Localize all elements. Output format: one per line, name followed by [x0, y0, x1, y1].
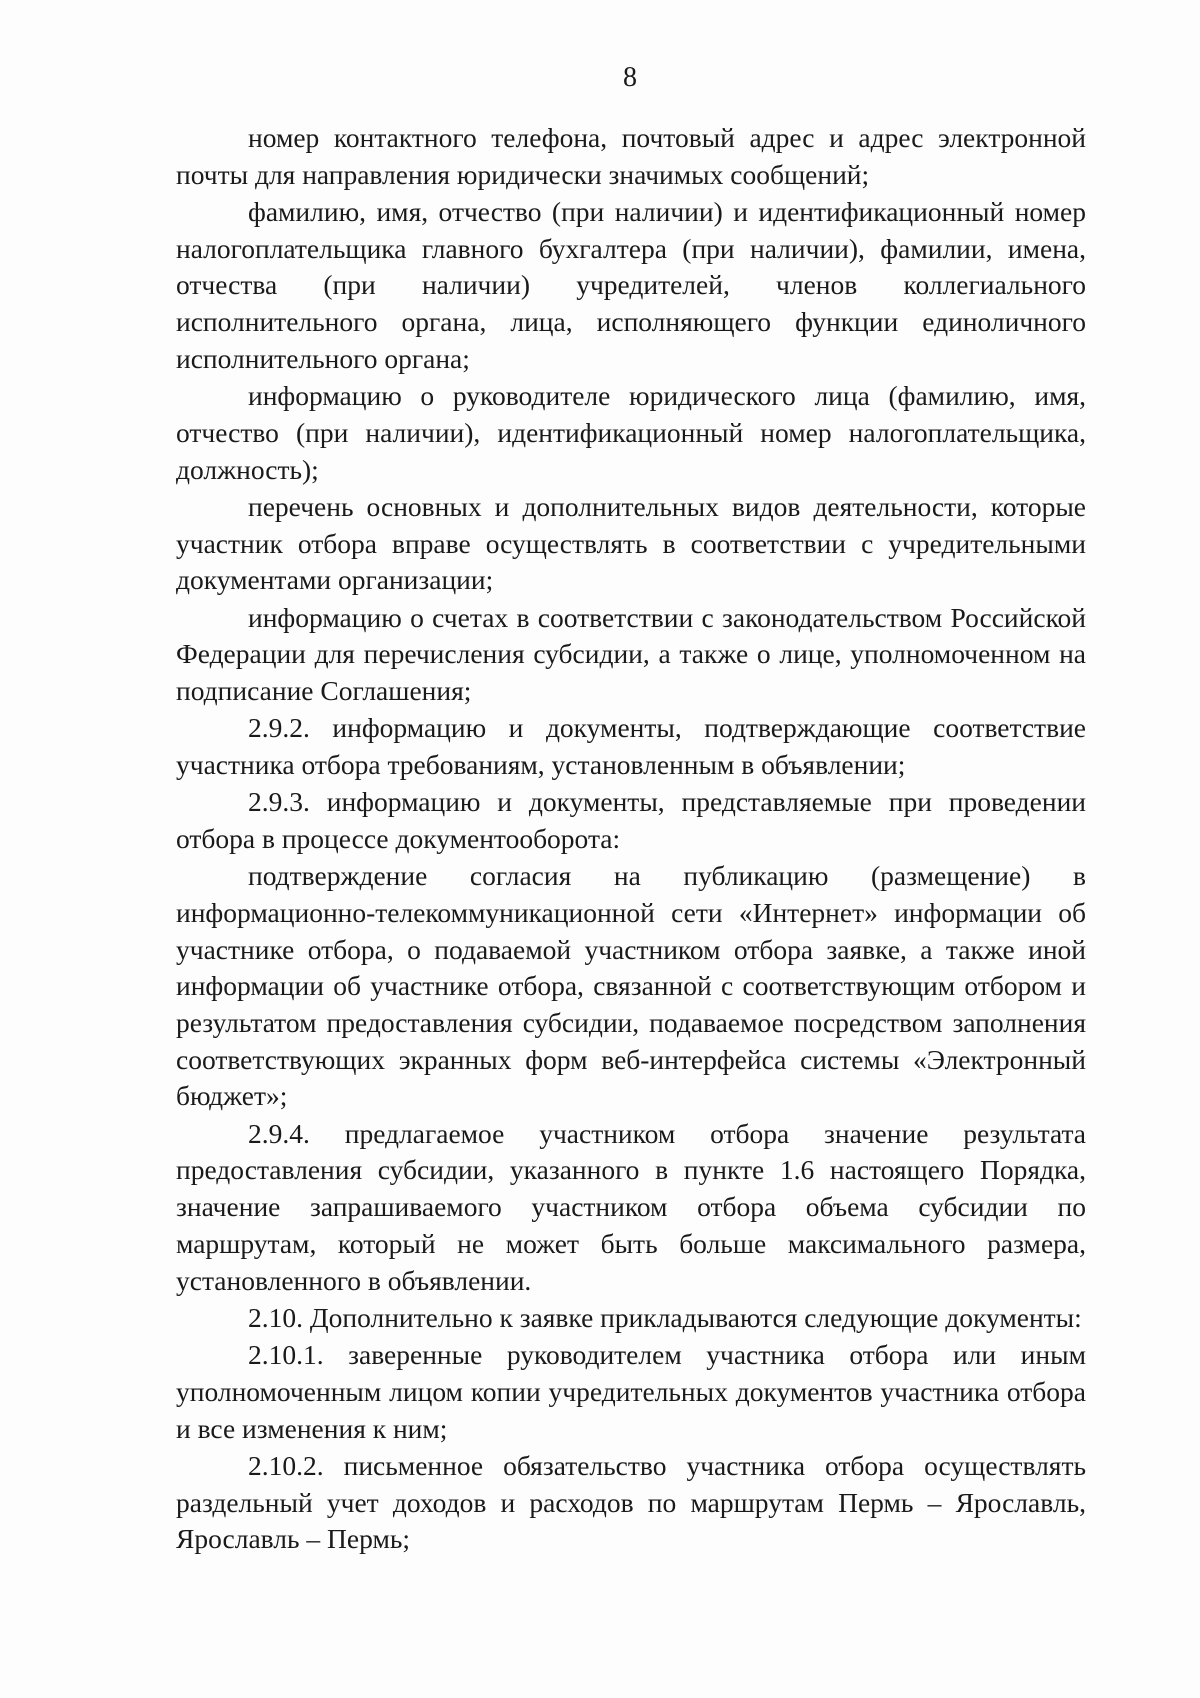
document-body — [176, 120, 1086, 1559]
paragraph-accounts: информацию о счетах в соответствии с законодательством Российской Федерации для перечисления субсидии, а также о лице, уполномоченном на подписание Соглашения; — [176, 601, 1086, 706]
paragraph-2-10-2: 2.10.2. письменное обязательство участника отбора осуществлять раздельный учет доходов и расходов по маршрутам Пермь – Ярославль, Ярославль – Пермь; — [176, 1449, 1086, 1555]
paragraph-publication-consent: подтверждение согласия на публикацию (размещение) в информационно-телекоммуникационной сети «Интернет» информации об участнике отбора, о подаваемой участником отбора заявке, а также иной информации об участнике отбора, связанной с соответствующим отбором и результатом предоставления субсидии, подаваемое посредством заполнения соответствующих экранных форм веб-интерфейса системы «Электронный бюджет»; — [176, 860, 1086, 1112]
paragraph-2-10: 2.10. Дополнительно к заявке прикладываются следующие документы: — [248, 1301, 1082, 1333]
paragraph-2-9-4: 2.9.4. предлагаемое участником отбора значение результата предоставления субсидии, указанного в пункте 1.6 настоящего Порядка, значение запрашиваемого участником отбора объема субсидии по маршрутам, который не может быть больше максимального размера, установленного в объявлении. — [176, 1117, 1086, 1296]
paragraph-head-info: информацию о руководителе юридического лица (фамилию, имя, отчество (при наличии), идентификационный номер налогоплательщика, должность); — [176, 380, 1086, 485]
paragraph-2-9-3: 2.9.3. информацию и документы, представляемые при проведении отбора в процессе документооборота: — [176, 786, 1086, 854]
paragraph-2-10-1: 2.10.1. заверенные руководителем участника отбора или иным уполномоченным лицом копии учредительных документов участника отбора и все изменения к ним; — [176, 1339, 1086, 1444]
paragraph-activities: перечень основных и дополнительных видов деятельности, которые участник отбора вправе осуществлять в соответствии с учредительными документами организации; — [176, 490, 1086, 596]
paragraph-2-9-2: 2.9.2. информацию и документы, подтверждающие соответствие участника отбора требованиям, установленным в объявлении; — [176, 712, 1086, 780]
paragraph-accountant-founders: фамилию, имя, отчество (при наличии) и идентификационный номер налогоплательщика главного бухгалтера (при наличии), фамилии, имена, отчества (при наличии) учредителей, членов коллегиального исполнительного органа, лица, исполняющего функции единоличного исполнительного органа; — [176, 196, 1086, 374]
page-number: 8 — [623, 62, 637, 93]
paragraph-contact-info: номер контактного телефона, почтовый адрес и адрес электронной почты для направления юридически значимых сообщений; — [176, 122, 1086, 190]
